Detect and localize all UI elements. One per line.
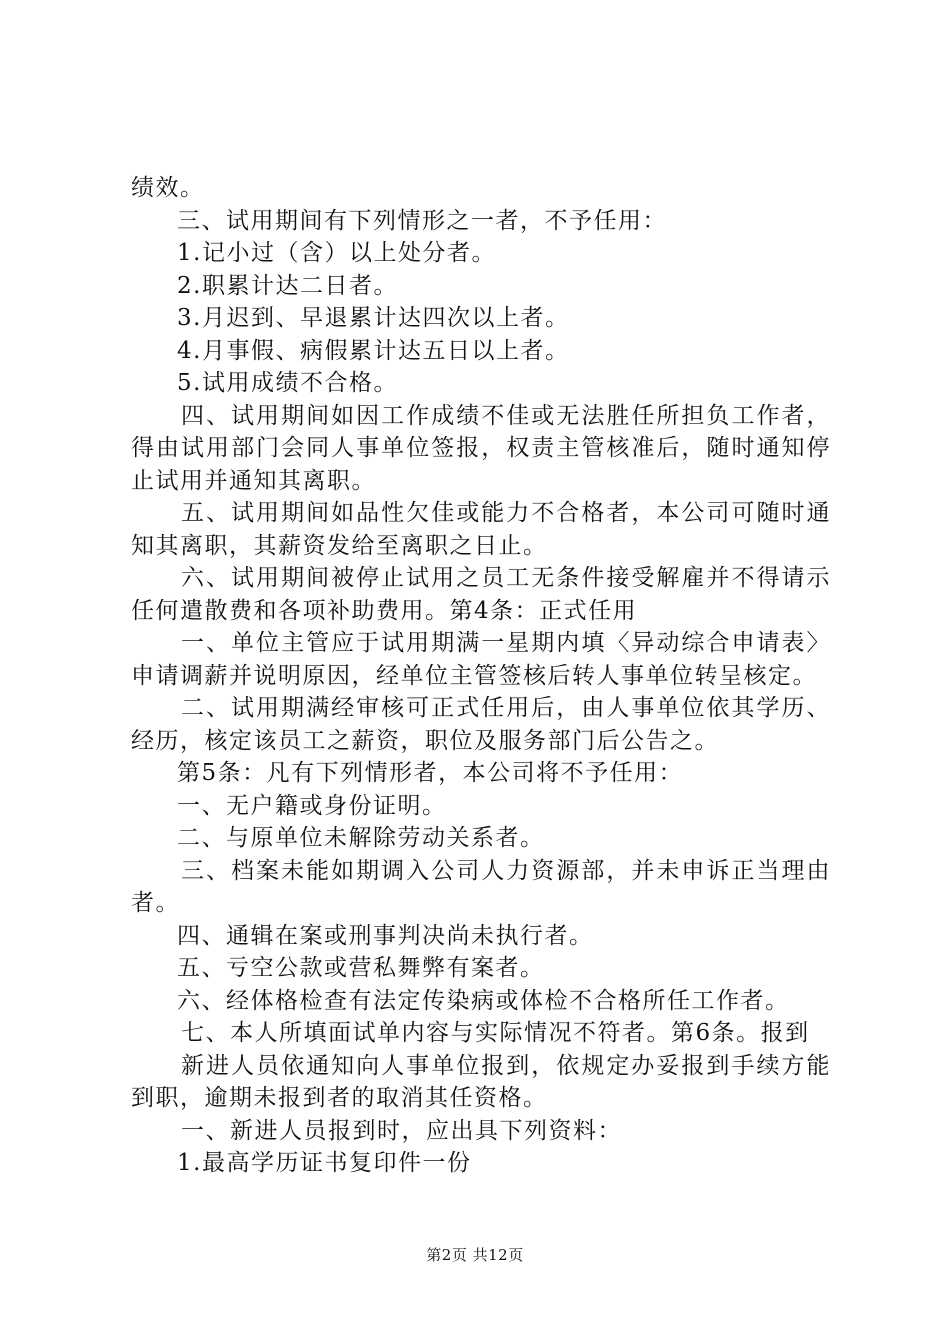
list-item: 五、亏空公款或营私舞弊有案者。 bbox=[177, 955, 545, 981]
list-item: 1.最高学历证书复印件一份 bbox=[177, 1150, 472, 1176]
paragraph: 一、新进人员报到时，应出具下列资料： bbox=[181, 1117, 622, 1144]
list-item: 一、无户籍或身份证明。 bbox=[177, 792, 447, 819]
paragraph: 五、试用期间如品性欠佳或能力不合格者，本公司可随时通知其离职，其薪资发给至离职之日止。 bbox=[131, 500, 831, 559]
list-item: 四、通辑在案或刑事判决尚未执行者。 bbox=[177, 922, 594, 949]
paragraph: 新进人员依通知向人事单位报到，依规定办妥报到手续方能到职，逾期未报到者的取消其任资格。 bbox=[131, 1052, 831, 1111]
list-item: 5.试用成绩不合格。 bbox=[177, 370, 398, 396]
list-item: 1.记小过（含）以上处分者。 bbox=[177, 240, 496, 266]
paragraph: 四、试用期间如因工作成绩不佳或无法胜任所担负工作者，得由试用部门会同人事单位签报，权责主管核准后，随时通知停止试用并通知其离职。 bbox=[131, 402, 831, 494]
paragraph: 第5条：凡有下列情形者，本公司将不予任用： bbox=[177, 760, 684, 786]
paragraph: 六、试用期间被停止试用之员工无条件接受解雇并不得请示任何遣散费和各项补助费用。第4条：正式任用 bbox=[131, 565, 831, 624]
list-item: 4.月事假、病假累计达五日以上者。 bbox=[177, 337, 570, 364]
list-item: 3.月迟到、早退累计达四次以上者。 bbox=[177, 305, 570, 331]
document-body bbox=[131, 172, 831, 1180]
list-item: 七、本人所填面试单内容与实际情况不符者。第6条。报到 bbox=[181, 1020, 810, 1046]
list-item: 三、档案未能如期调入公司人力资源部，并未申诉正当理由者。 bbox=[131, 857, 831, 916]
paragraph: 三、试用期间有下列情形之一者，不予任用： bbox=[177, 207, 667, 234]
list-item: 六、经体格检查有法定传染病或体检不合格所任工作者。 bbox=[177, 987, 790, 1014]
paragraph: 绩效。 bbox=[131, 175, 205, 201]
page-number-footer: 第2页 共12页 bbox=[426, 1246, 524, 1264]
paragraph: 一、单位主管应于试用期满一星期内填〈异动综合申请表〉申请调薪并说明原因，经单位主管签核后转人事单位转呈核定。 bbox=[131, 630, 831, 689]
list-item: 二、与原单位未解除劳动关系者。 bbox=[177, 825, 545, 851]
paragraph: 二、试用期满经审核可正式任用后，由人事单位依其学历、经历，核定该员工之薪资，职位及服务部门后公告之。 bbox=[131, 695, 831, 754]
list-item: 2.职累计达二日者。 bbox=[177, 272, 398, 299]
